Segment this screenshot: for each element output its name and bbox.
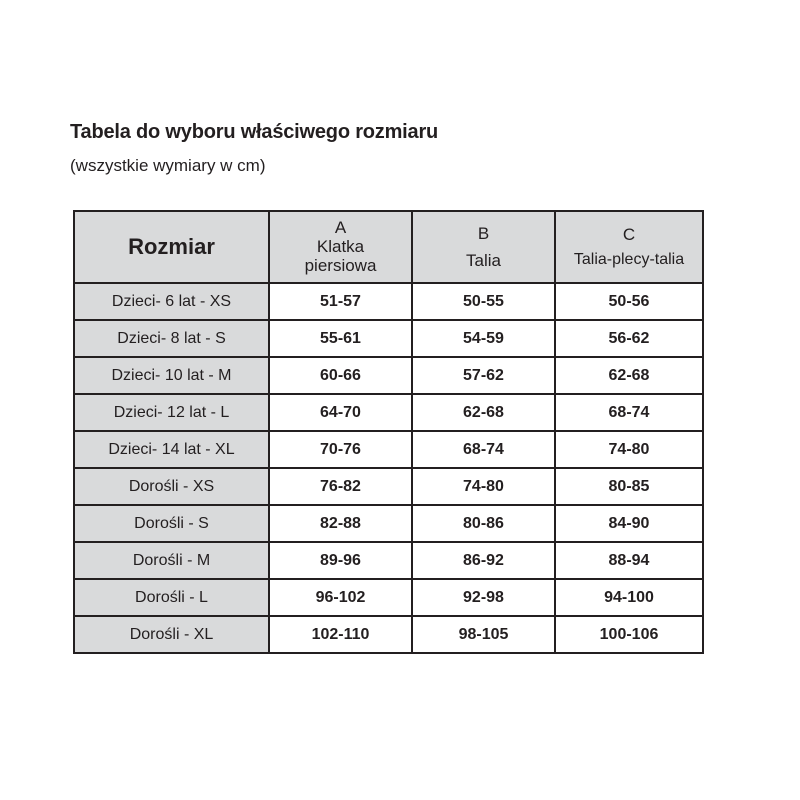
table-row [74, 468, 703, 505]
size-label: Dzieci- 8 lat - S [74, 320, 269, 357]
header-col-b [412, 211, 555, 283]
table-row [74, 320, 703, 357]
header-size: Rozmiar [74, 211, 269, 283]
value-waist-back-waist: 56-62 [555, 320, 703, 357]
table-row [74, 357, 703, 394]
value-waist: 54-59 [412, 320, 555, 357]
header-col-b-name: Talia [466, 250, 501, 270]
table-row [74, 505, 703, 542]
header-col-c-letter: C [622, 224, 636, 244]
header-col-a-name-line2: piersiowa [304, 256, 377, 275]
value-waist-back-waist: 84-90 [555, 505, 703, 542]
value-chest: 82-88 [269, 505, 412, 542]
value-waist-back-waist: 94-100 [555, 579, 703, 616]
value-waist-back-waist: 88-94 [555, 542, 703, 579]
value-waist-back-waist: 74-80 [555, 431, 703, 468]
value-waist: 92-98 [412, 579, 555, 616]
value-waist: 57-62 [412, 357, 555, 394]
value-waist: 80-86 [412, 505, 555, 542]
value-chest: 51-57 [269, 283, 412, 320]
value-waist-back-waist: 50-56 [555, 283, 703, 320]
table-header-row [74, 211, 703, 283]
value-chest: 60-66 [269, 357, 412, 394]
size-label: Dorośli - M [74, 542, 269, 579]
value-waist-back-waist: 80-85 [555, 468, 703, 505]
value-chest: 96-102 [269, 579, 412, 616]
size-label: Dzieci- 6 lat - XS [74, 283, 269, 320]
value-waist-back-waist: 62-68 [555, 357, 703, 394]
value-waist: 86-92 [412, 542, 555, 579]
header-col-c [555, 211, 703, 283]
header-col-c-name: Talia-plecy-talia [573, 250, 685, 268]
value-waist: 68-74 [412, 431, 555, 468]
value-chest: 89-96 [269, 542, 412, 579]
table-row [74, 394, 703, 431]
value-chest: 64-70 [269, 394, 412, 431]
size-label: Dorośli - XS [74, 468, 269, 505]
header-col-b-letter: B [477, 223, 490, 243]
size-label: Dzieci- 10 lat - M [74, 357, 269, 394]
header-col-a [269, 211, 412, 283]
value-waist: 74-80 [412, 468, 555, 505]
header-col-a-name-line1: Klatka [316, 237, 365, 256]
value-waist-back-waist: 68-74 [555, 394, 703, 431]
size-label: Dzieci- 14 lat - XL [74, 431, 269, 468]
value-chest: 55-61 [269, 320, 412, 357]
page-title: Tabela do wyboru właściwego rozmiaru [70, 121, 439, 143]
page-subtitle: (wszystkie wymiary w cm) [70, 156, 266, 175]
value-chest: 102-110 [269, 616, 412, 653]
size-chart-table [73, 210, 704, 654]
table-row [74, 431, 703, 468]
table-row [74, 283, 703, 320]
size-label: Dorośli - XL [74, 616, 269, 653]
value-chest: 70-76 [269, 431, 412, 468]
value-waist: 50-55 [412, 283, 555, 320]
size-label: Dorośli - S [74, 505, 269, 542]
value-waist: 62-68 [412, 394, 555, 431]
value-waist: 98-105 [412, 616, 555, 653]
value-chest: 76-82 [269, 468, 412, 505]
header-col-a-letter: A [334, 218, 347, 237]
table-row [74, 542, 703, 579]
size-label: Dorośli - L [74, 579, 269, 616]
table-row [74, 616, 703, 653]
table-row [74, 579, 703, 616]
value-waist-back-waist: 100-106 [555, 616, 703, 653]
size-label: Dzieci- 12 lat - L [74, 394, 269, 431]
